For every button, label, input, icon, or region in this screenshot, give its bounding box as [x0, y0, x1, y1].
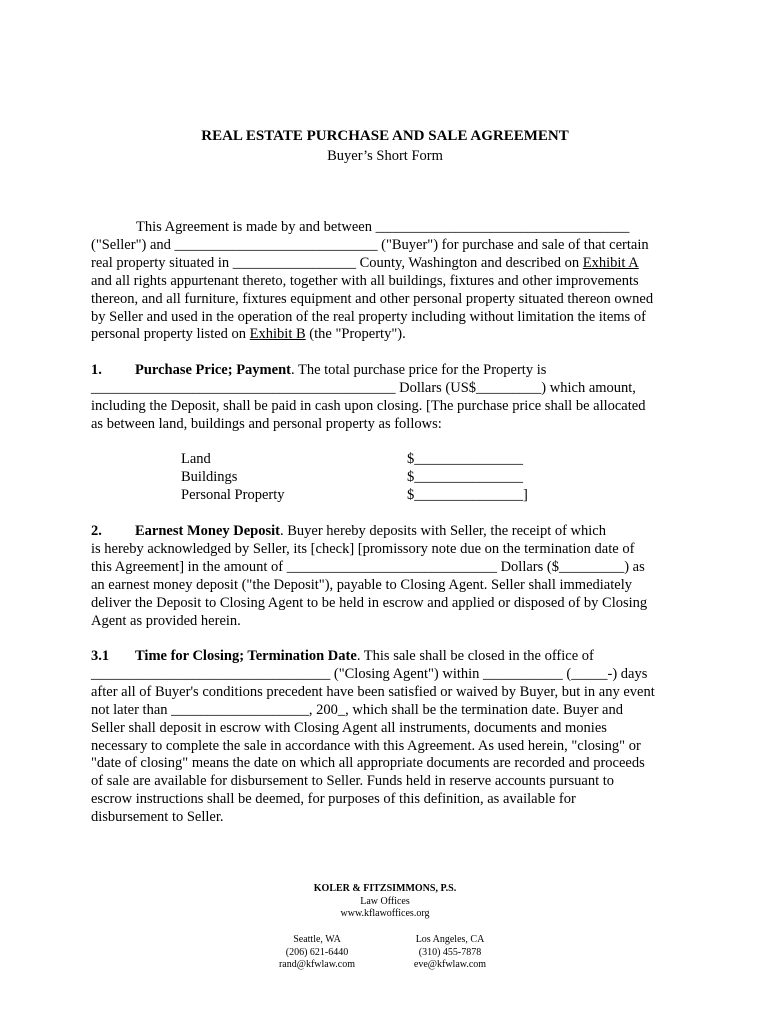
office-los-angeles — [370, 934, 530, 972]
section-line: __________________________________________ Dollars (US$_________) which amount, — [91, 379, 636, 396]
section-purchase-price — [91, 362, 691, 434]
section-line — [46, 648, 691, 666]
section-number: 2. — [91, 523, 102, 539]
section-line — [46, 362, 691, 380]
section-line: is hereby acknowledged by Seller, its [check] [promissory note due on the termination date of — [91, 540, 635, 557]
section-heading: Purchase Price; Payment — [135, 362, 291, 378]
section-line: an earnest money deposit ("the Deposit"), payable to Closing Agent. Seller shall immediately — [91, 576, 632, 593]
intro-text: (the "Property"). — [305, 326, 406, 343]
price-allocation-table — [181, 451, 528, 505]
firm-subtitle: Law Offices — [360, 895, 410, 907]
intro-text: personal property listed on — [91, 326, 250, 343]
section-line: including the Deposit, shall be paid in cash upon closing. [The purchase price shall be allocated — [91, 397, 646, 414]
section-text: . This sale shall be closed in the office of — [356, 648, 594, 664]
office-email: rand@kfwlaw.com — [278, 959, 356, 970]
allocation-label: Personal Property — [181, 486, 285, 503]
exhibit-b-reference: Exhibit B — [249, 326, 306, 343]
allocation-label: Land — [181, 451, 211, 467]
section-number: 1. — [91, 362, 102, 378]
section-time-for-closing — [91, 648, 691, 827]
document-title: REAL ESTATE PURCHASE AND SALE AGREEMENT — [201, 128, 569, 144]
section-line: as between land, buildings and personal property as follows: — [91, 415, 442, 432]
allocation-value: $_______________ — [407, 468, 523, 485]
section-heading: Earnest Money Deposit — [135, 523, 280, 539]
section-line: not later than ___________________, 200_, which shall be the termination date. Buyer and — [91, 701, 623, 718]
letterhead-footer — [0, 883, 770, 921]
office-phone: (206) 621-6440 — [285, 946, 349, 958]
intro-line: This Agreement is made by and between ___________________________________ — [136, 219, 630, 235]
intro-line: ("Seller") and ____________________________ ("Buyer") for purchase and sale of that certain — [91, 236, 649, 253]
intro-line: and all rights appurtenant thereto, together with all buildings, fixtures and other improvements — [91, 272, 639, 289]
section-line: after all of Buyer's conditions precedent have been satisfied or waived by Buyer, but in any event — [91, 683, 655, 700]
section-number: 3.1 — [91, 648, 110, 664]
document-subtitle: Buyer’s Short Form — [327, 148, 443, 164]
section-line: "date of closing" means the date on which all appropriate documents are recorded and proceeds — [91, 755, 645, 772]
intro-line — [91, 326, 691, 344]
section-text: . The total purchase price for the Property is — [290, 362, 547, 378]
intro-line: thereon, and all furniture, fixtures equipment and other personal property situated thereon owned — [91, 290, 654, 307]
intro-text: real property situated in _________________ County, Washington and described on — [91, 254, 583, 271]
office-email: eve@kfwlaw.com — [413, 959, 487, 970]
intro-line — [91, 255, 691, 273]
intro-paragraph — [91, 219, 691, 344]
section-line: Seller shall deposit in escrow with Closing Agent all instruments, documents and monies — [91, 719, 607, 736]
section-line: _________________________________ ("Closing Agent") within ___________ (_____-) days — [91, 665, 648, 682]
section-line: escrow instructions shall be deemed, for purposes of this definition, as available for — [91, 791, 576, 808]
allocation-row — [181, 451, 528, 469]
section-line — [46, 523, 691, 541]
section-line: of sale are available for disbursement to Seller. Funds held in reserve accounts pursuant to — [91, 773, 615, 790]
section-text: . Buyer hereby deposits with Seller, the receipt of which — [280, 523, 606, 539]
office-city: Los Angeles, CA — [415, 934, 485, 945]
section-line: disbursement to Seller. — [91, 809, 224, 826]
section-heading: Time for Closing; Termination Date — [135, 648, 357, 664]
office-phone: (310) 455-7878 — [418, 946, 482, 958]
allocation-row — [181, 487, 528, 505]
allocation-row — [181, 469, 528, 487]
section-line: this Agreement] in the amount of _____________________________ Dollars ($_________) as — [91, 558, 645, 575]
section-earnest-money — [91, 523, 691, 630]
allocation-value: $_______________ — [407, 451, 523, 467]
allocation-label: Buildings — [181, 468, 238, 485]
office-city: Seattle, WA — [293, 934, 341, 945]
exhibit-a-reference: Exhibit A — [582, 254, 639, 271]
firm-name: KOLER & FITZSIMMONS, P.S. — [313, 883, 457, 894]
firm-website: www.kflawoffices.org — [340, 908, 430, 919]
allocation-value: $_______________] — [407, 486, 528, 503]
section-line: deliver the Deposit to Closing Agent to be held in escrow and applied or disposed of by Closing — [91, 594, 648, 611]
section-line: necessary to complete the sale in accordance with this Agreement. As used herein, "closing" or — [91, 737, 641, 754]
section-line: Agent as provided herein. — [91, 612, 241, 629]
intro-line: by Seller and used in the operation of the real property including without limitation the items of — [91, 308, 646, 325]
